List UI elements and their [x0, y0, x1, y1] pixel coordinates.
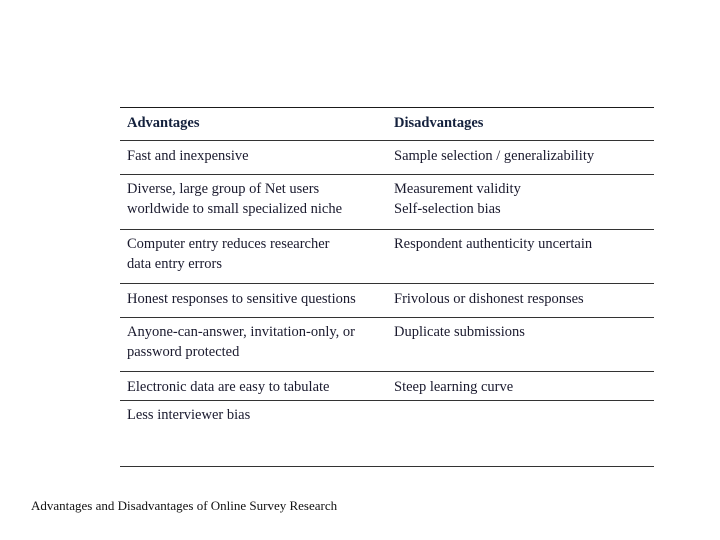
figure-caption: Advantages and Disadvantages of Online Survey Research	[31, 498, 338, 513]
disadvantage-cell	[394, 235, 652, 255]
advantage-line: Fast and inexpensive	[127, 148, 249, 164]
advantage-line: worldwide to small specialized niche	[127, 200, 343, 217]
advantage-cell	[127, 378, 389, 398]
table-row	[120, 284, 654, 317]
table-row	[120, 230, 654, 283]
disadvantage-cell	[394, 147, 652, 167]
advantage-line: Diverse, large group of Net users	[127, 181, 320, 197]
disadvantage-cell	[394, 323, 652, 343]
table-row	[120, 141, 654, 174]
disadvantage-line: Steep learning curve	[394, 379, 514, 395]
disadvantage-line: Duplicate submissions	[394, 324, 525, 340]
advantage-cell	[127, 235, 389, 274]
advantage-cell	[127, 323, 389, 362]
advantage-line: Computer entry reduces researcher	[127, 236, 330, 252]
advantage-line: Electronic data are easy to tabulate	[127, 379, 330, 395]
table-row	[120, 175, 654, 229]
disadvantage-cell	[394, 290, 652, 310]
header-disadvantages: Disadvantages	[394, 115, 484, 131]
table-row	[120, 372, 654, 400]
disadvantage-cell	[394, 378, 652, 398]
disadvantage-cell	[394, 180, 652, 219]
advantage-cell	[127, 147, 389, 167]
disadvantage-line: Sample selection / generalizability	[394, 148, 595, 164]
advantage-cell	[127, 180, 389, 219]
disadvantage-line: Frivolous or dishonest responses	[394, 291, 584, 307]
table-row	[120, 401, 654, 466]
advantage-line: Honest responses to sensitive questions	[127, 291, 356, 307]
advantage-cell	[127, 290, 389, 310]
advantages-disadvantages-table	[120, 107, 654, 467]
advantage-line: data entry errors	[127, 255, 223, 272]
header-advantages: Advantages	[127, 115, 200, 131]
disadvantage-line: Measurement validity	[394, 181, 521, 197]
advantage-line: password protected	[127, 343, 240, 360]
disadvantage-line: Self-selection bias	[394, 200, 501, 217]
table-header-row	[120, 108, 654, 140]
table-bottom-rule	[120, 466, 654, 467]
advantage-line: Anyone-can-answer, invitation-only, or	[127, 324, 355, 340]
advantage-line: Less interviewer bias	[127, 407, 251, 423]
table-row	[120, 318, 654, 371]
advantage-cell	[127, 406, 389, 426]
disadvantage-line: Respondent authenticity uncertain	[394, 236, 593, 252]
